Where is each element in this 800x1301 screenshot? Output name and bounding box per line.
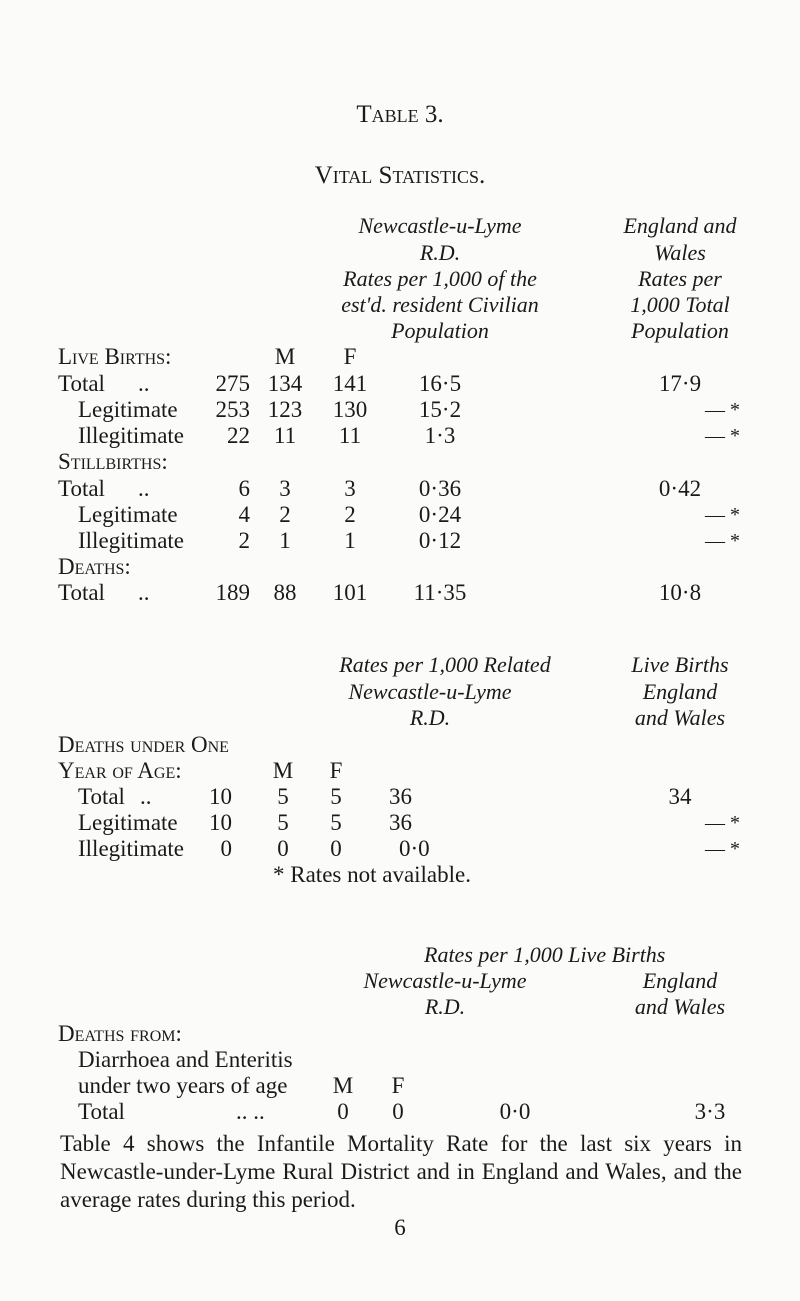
row-m: 2 bbox=[279, 502, 291, 527]
row-m: 3 bbox=[279, 476, 291, 501]
header-local-line: est'd. resident Civilian bbox=[341, 292, 539, 317]
cause-line: Diarrhoea and Enteritis bbox=[78, 1047, 293, 1072]
header-national-line: Wales bbox=[654, 240, 706, 265]
row-total: 4 bbox=[238, 502, 250, 527]
deaths-under-one-heading: Deaths under One bbox=[58, 732, 229, 757]
row-total: 0 bbox=[220, 836, 232, 861]
row-national: 17·9 bbox=[658, 371, 702, 396]
row-f: 5 bbox=[330, 810, 342, 835]
row-m: 11 bbox=[273, 423, 297, 448]
table-subtitle: Vital Statistics. bbox=[314, 162, 486, 189]
header-local-line: Rates per 1,000 of the bbox=[343, 266, 537, 291]
row-dots: .. bbox=[140, 784, 152, 809]
row-label: Legitimate bbox=[78, 502, 178, 527]
header-national-line: 1,000 Total bbox=[630, 292, 730, 317]
row-rate: 1·3 bbox=[424, 423, 456, 448]
row-f: 11 bbox=[338, 423, 362, 448]
row-label: Illegitimate bbox=[78, 836, 185, 861]
row-national: — * bbox=[705, 399, 740, 421]
stillbirths-heading: Stillbirths: bbox=[58, 449, 168, 474]
deaths-from-heading: Deaths from: bbox=[58, 1021, 182, 1046]
row-label: Total bbox=[58, 371, 105, 396]
row-f: 5 bbox=[330, 784, 342, 809]
section3-header-national-line: and Wales bbox=[634, 994, 726, 1019]
row-label: Total bbox=[58, 580, 105, 605]
row-label: Illegitimate bbox=[78, 423, 185, 448]
header-national-line: England bbox=[642, 679, 718, 704]
header-local-line: Population bbox=[391, 318, 489, 343]
row-label: Total bbox=[78, 1099, 125, 1124]
col-f-label: F bbox=[329, 758, 343, 783]
row-f: 130 bbox=[332, 397, 368, 422]
row-total: 253 bbox=[215, 397, 250, 422]
row-rate: 15·2 bbox=[418, 397, 462, 422]
row-dots: .. .. bbox=[236, 1099, 265, 1124]
row-f: 0 bbox=[330, 836, 342, 861]
col-f-label: F bbox=[391, 1073, 405, 1098]
row-national: — * bbox=[705, 530, 740, 552]
row-national: 3·3 bbox=[694, 1099, 726, 1124]
header-local-line: Newcastle-u-Lyme bbox=[348, 679, 512, 704]
header-local-line: R.D. bbox=[409, 705, 451, 730]
header-national-line: and Wales bbox=[634, 705, 726, 730]
section3-header-national-line: England bbox=[642, 968, 718, 993]
header-local-line: R.D. bbox=[419, 240, 461, 265]
header-national-line: Live Births bbox=[631, 652, 729, 677]
row-national: — * bbox=[705, 504, 740, 526]
row-m: 5 bbox=[277, 810, 289, 835]
row-total: 22 bbox=[227, 423, 250, 448]
header-local-line: Newcastle-u-Lyme bbox=[358, 213, 522, 238]
section3-header-top: Rates per 1,000 Live Births bbox=[424, 942, 666, 967]
row-label: Illegitimate bbox=[78, 528, 185, 553]
row-f: 141 bbox=[332, 371, 368, 396]
row-national: 10·8 bbox=[658, 580, 702, 605]
row-total: 10 bbox=[209, 784, 232, 809]
row-f: 1 bbox=[344, 528, 356, 553]
row-dots: .. bbox=[138, 371, 150, 396]
section3-header-local-line: R.D. bbox=[424, 994, 466, 1019]
header-national-line: Population bbox=[631, 318, 729, 343]
year-of-age-heading: Year of Age: bbox=[58, 758, 182, 783]
table-title: Table 3. bbox=[356, 101, 444, 128]
row-f: 3 bbox=[344, 476, 356, 501]
row-m: 1 bbox=[279, 528, 291, 553]
row-total: 10 bbox=[209, 810, 232, 835]
live-births-heading: Live Births: bbox=[58, 344, 172, 369]
row-m: 0 bbox=[337, 1099, 349, 1124]
row-rate: 0·24 bbox=[418, 502, 462, 527]
row-national: — * bbox=[705, 812, 740, 834]
col-f-label: F bbox=[343, 344, 357, 369]
header-national-line: England and bbox=[623, 213, 737, 238]
footnote: * Rates not available. bbox=[273, 862, 471, 887]
row-label: Legitimate bbox=[78, 397, 178, 422]
row-dots: .. bbox=[138, 580, 150, 605]
page-number: 6 bbox=[394, 1215, 406, 1240]
row-f: 0 bbox=[392, 1099, 404, 1124]
cause-line: under two years of age bbox=[78, 1073, 288, 1098]
row-rate: 0·0 bbox=[499, 1099, 531, 1124]
body-paragraph: Table 4 shows the Infantile Mortality Rate for the last six years in Newcastle-under-Lyme Rural District and in England and Wales, and the average rates during this period. bbox=[60, 1131, 742, 1212]
row-total: 275 bbox=[215, 371, 250, 396]
col-m-label: M bbox=[272, 758, 294, 783]
row-m: 0 bbox=[277, 836, 289, 861]
header-national-line: Rates per bbox=[638, 266, 722, 291]
row-rate: 0·0 bbox=[399, 836, 430, 861]
col-m-label: M bbox=[332, 1073, 354, 1098]
row-total: 6 bbox=[238, 476, 250, 501]
row-rate: 16·5 bbox=[418, 371, 462, 396]
row-rate: 11·35 bbox=[413, 580, 467, 605]
row-rate: 0·12 bbox=[418, 528, 462, 553]
row-total: 189 bbox=[215, 580, 250, 605]
row-f: 101 bbox=[332, 580, 368, 605]
header-local-line: Rates per 1,000 Related bbox=[339, 652, 551, 677]
row-rate: 36 bbox=[389, 810, 412, 835]
row-national: 0·42 bbox=[658, 476, 702, 501]
row-label: Total bbox=[58, 476, 105, 501]
col-m-label: M bbox=[274, 344, 296, 369]
row-rate: 0·36 bbox=[418, 476, 462, 501]
deaths-heading: Deaths: bbox=[58, 554, 131, 579]
row-national: 34 bbox=[668, 784, 692, 809]
row-national: — * bbox=[705, 425, 740, 447]
row-dots: .. bbox=[138, 476, 150, 501]
row-rate: 36 bbox=[389, 784, 412, 809]
row-total: 2 bbox=[238, 528, 250, 553]
row-m: 123 bbox=[267, 397, 303, 422]
row-m: 88 bbox=[273, 580, 297, 605]
row-m: 134 bbox=[267, 371, 303, 396]
row-label: Legitimate bbox=[78, 810, 178, 835]
row-m: 5 bbox=[277, 784, 289, 809]
row-national: — * bbox=[705, 838, 740, 860]
section3-header-local-line: Newcastle-u-Lyme bbox=[363, 968, 527, 993]
row-label: Total bbox=[78, 784, 125, 809]
row-f: 2 bbox=[344, 502, 356, 527]
